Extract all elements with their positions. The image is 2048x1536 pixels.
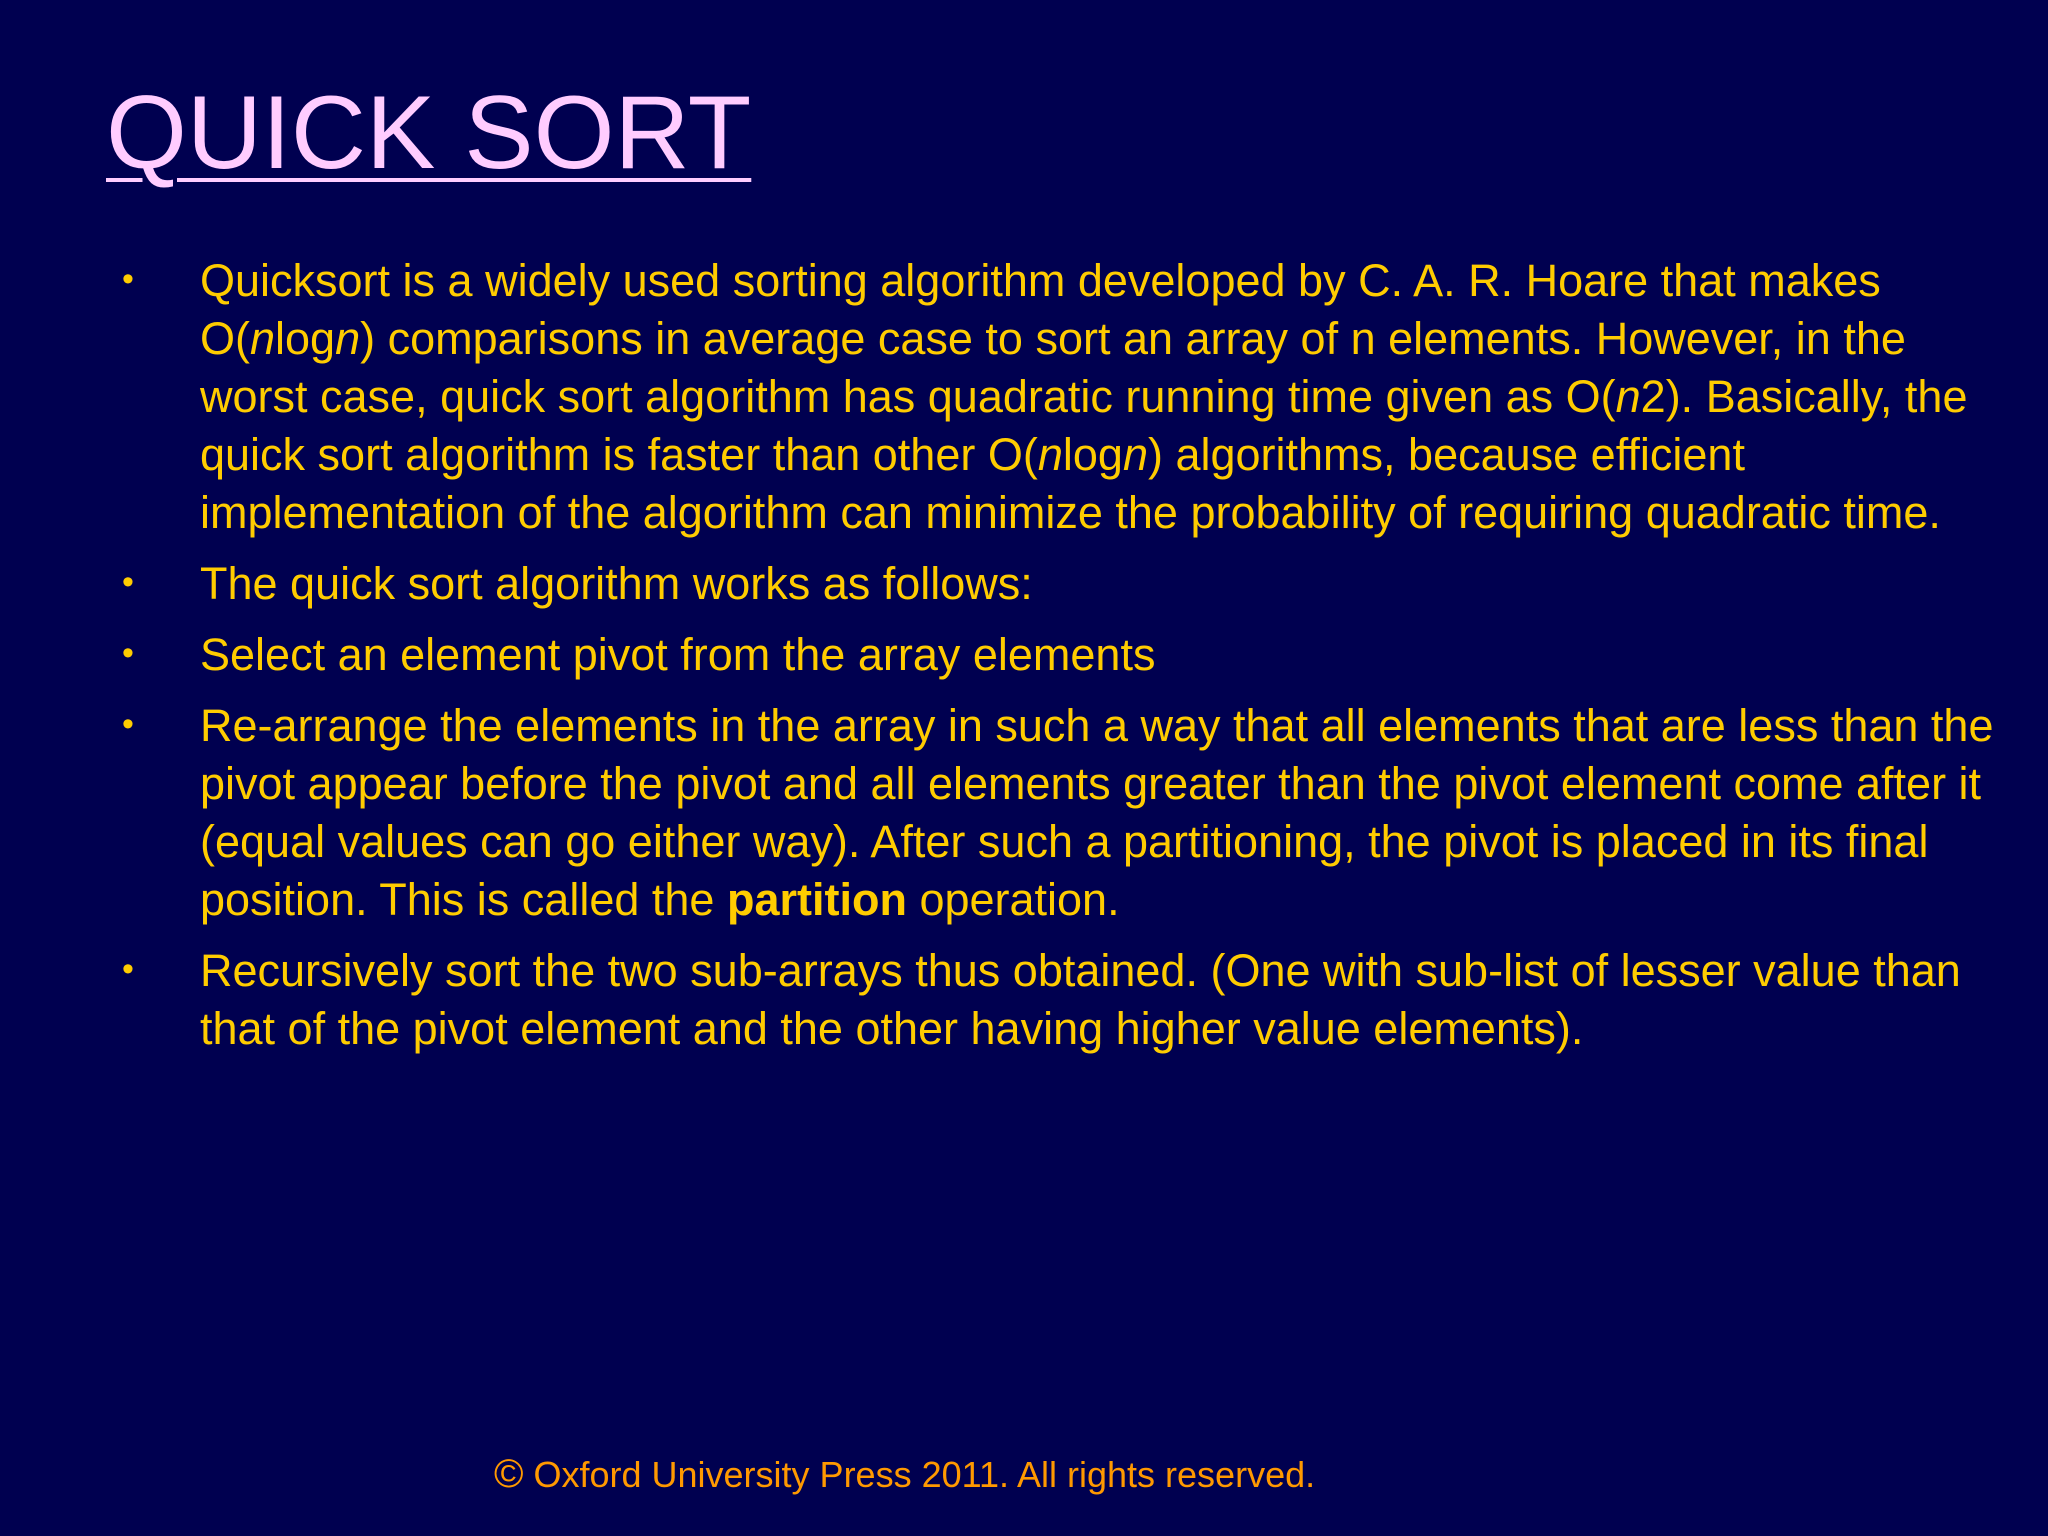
bullet-text: ) algorithms, because efficient implementation of the algorithm can minimize the probability of requiring quadratic time.: [200, 429, 1941, 538]
bullet-text: The quick sort algorithm works as follows:: [200, 558, 1033, 609]
bullet-item: [0, 697, 2048, 929]
bullet-text: Quicksort is a widely used sorting algorithm developed by C. A. R. Hoare that makes O(: [200, 255, 1881, 364]
bullet-text: 2). Basically, the quick sort algorithm is faster than other O(: [200, 371, 1968, 480]
bullet-list: [0, 252, 2048, 1071]
bullet-item: [0, 942, 2048, 1058]
slide-footer: [494, 1452, 1315, 1497]
bullet-item: [0, 626, 2048, 684]
bullet-text: ) comparisons in average case to sort an array of n elements. However, in the worst case, quick sort algorithm has quadratic running time given as O(: [200, 313, 1906, 422]
bullet-text: Re-arrange the elements in the array in such a way that all elements that are less than the pivot appear before the pivot and all elements greater than the pivot element come after it (equal values can go either way). After such a partitioning, the pivot is placed in its final position. This is called the: [200, 700, 1994, 925]
copyright-icon: ©: [494, 1452, 524, 1496]
bullet-dot-icon: •: [122, 563, 134, 601]
bullet-text: n: [335, 313, 361, 364]
bullet-text: log: [1062, 429, 1123, 480]
bullet-text: Select an element pivot from the array elements: [200, 629, 1156, 680]
bullet-text: n: [250, 313, 276, 364]
bullet-dot-icon: •: [122, 950, 134, 988]
bullet-text: n: [1122, 429, 1148, 480]
bullet-dot-icon: •: [122, 634, 134, 672]
footer-text: Oxford University Press 2011. All rights reserved.: [533, 1454, 1316, 1495]
bullet-text: operation.: [906, 874, 1120, 925]
bullet-item: [0, 252, 2048, 542]
bullet-text: Recursively sort the two sub-arrays thus obtained. (One with sub-list of lesser value than that of the pivot element and the other having higher value elements).: [200, 945, 1961, 1054]
bullet-dot-icon: •: [122, 705, 134, 743]
bullet-text: n: [1037, 429, 1063, 480]
bullet-item: [0, 555, 2048, 613]
slide-title: QUICK SORT: [106, 75, 752, 191]
bullet-dot-icon: •: [122, 260, 134, 298]
bullet-text: n: [1615, 371, 1641, 422]
bullet-text: partition: [726, 874, 907, 925]
bullet-text: log: [275, 313, 336, 364]
